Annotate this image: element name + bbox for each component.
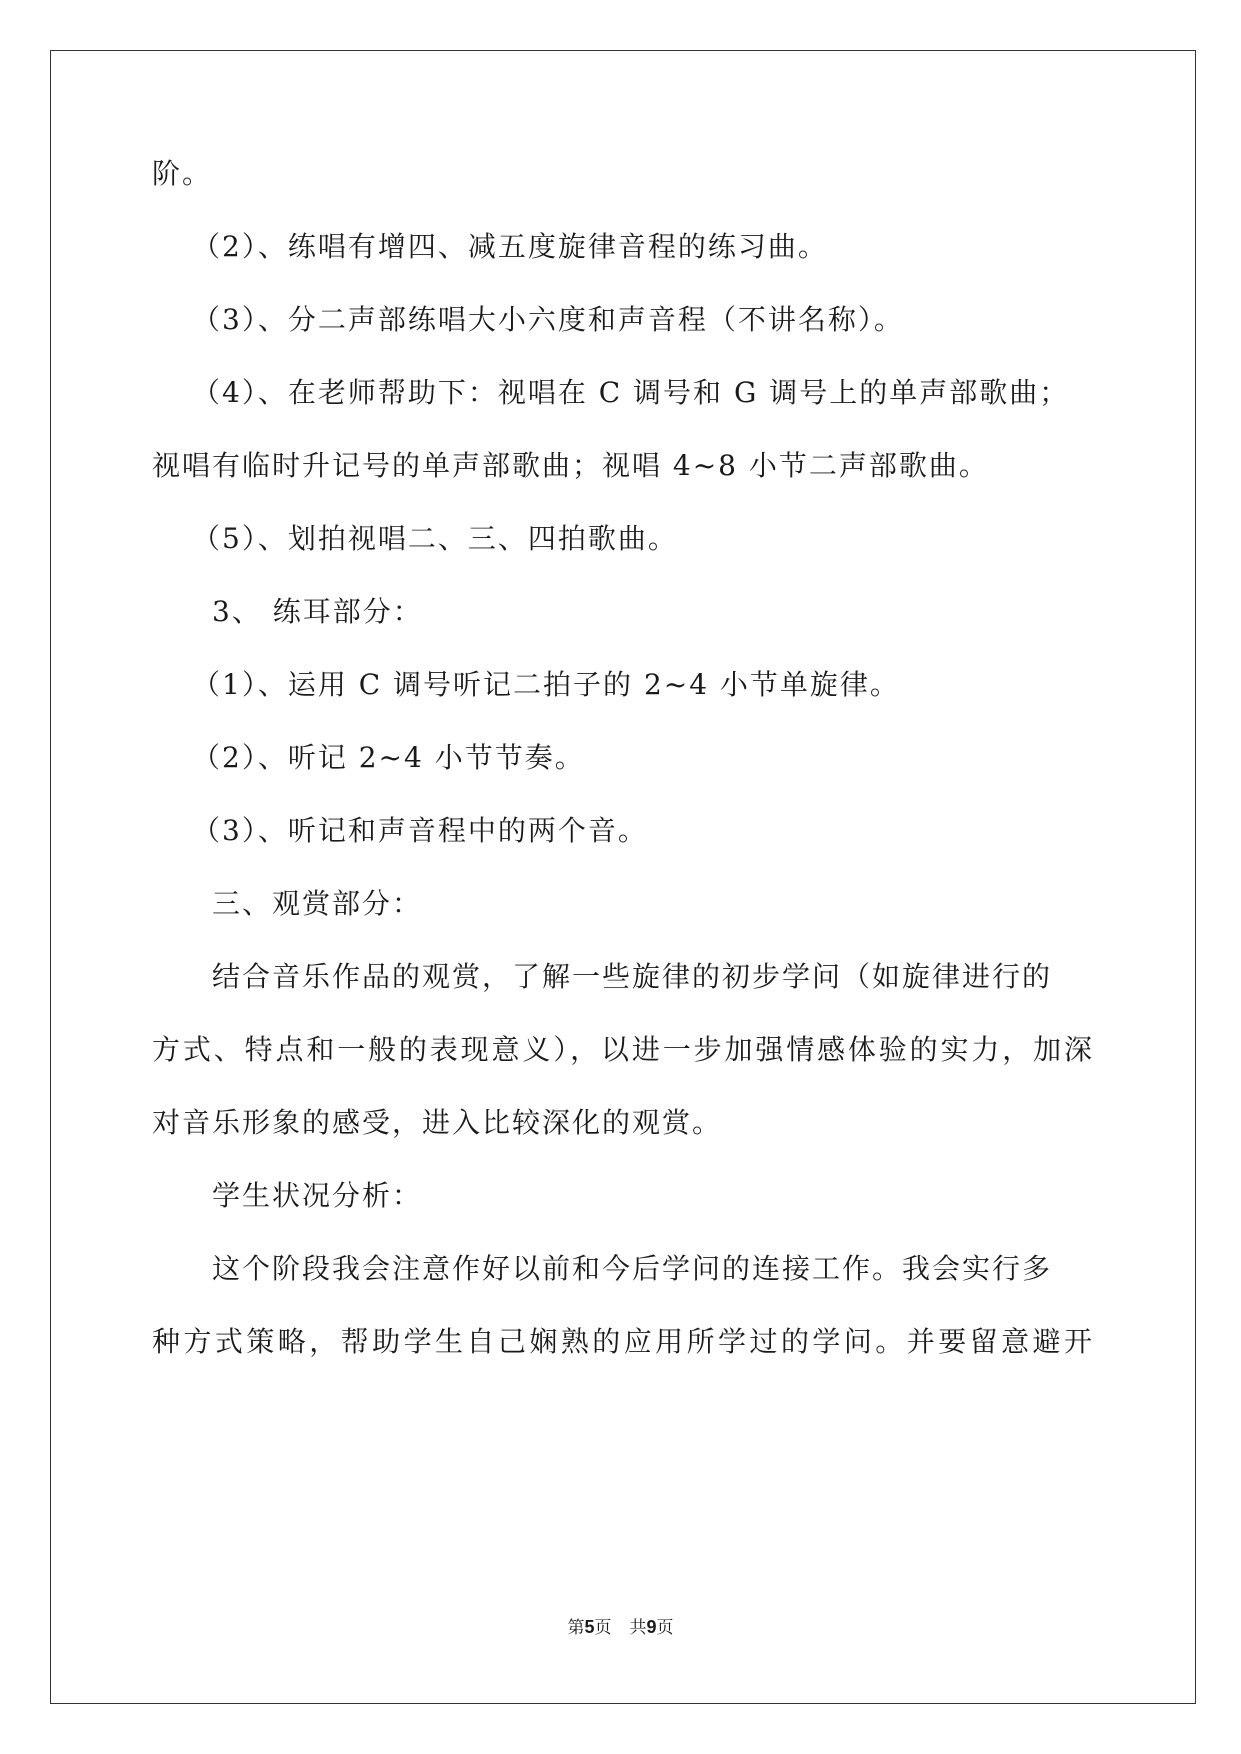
text-line: （3）、听记和声音程中的两个音。 xyxy=(192,814,648,847)
text-line: （2）、练唱有增四、减五度旋律音程的练习曲。 xyxy=(192,230,828,263)
text-line: 阶。 xyxy=(152,157,213,190)
total-page-number: 9 xyxy=(646,1617,657,1637)
section-heading: 学生状况分析： xyxy=(212,1179,423,1212)
text-line: （2）、听记 2~4 小节节奏。 xyxy=(192,741,585,774)
paragraph-line: 种方式策略，帮助学生自己娴熟的应用所学过的学问。并要留意避开 xyxy=(152,1325,1092,1358)
paragraph-line: 对音乐形象的感受，进入比较深化的观赏。 xyxy=(152,1106,723,1139)
text-line: 视唱有临时升记号的单声部歌曲；视唱 4~8 小节二声部歌曲。 xyxy=(152,449,989,482)
paragraph-line: 结合音乐作品的观赏，了解一些旋律的初步学问（如旋律进行的 xyxy=(212,960,1053,993)
section-heading: 三、观赏部分： xyxy=(212,887,423,920)
text-line: （5）、划拍视唱二、三、四拍歌曲。 xyxy=(192,522,678,555)
text-line: （1）、运用 C 调号听记二拍子的 2~4 小节单旋律。 xyxy=(192,668,900,701)
footer-total-prefix: 共 xyxy=(629,1618,647,1638)
paragraph-line: 方式、特点和一般的表现意义），以进一步加强情感体验的实力，加深 xyxy=(152,1033,1092,1066)
current-page-number: 5 xyxy=(584,1617,595,1637)
page-footer xyxy=(0,1616,1241,1639)
section-heading: 3、 练耳部分： xyxy=(212,595,423,628)
footer-total-suffix: 页 xyxy=(656,1618,674,1638)
text-line: （3）、分二声部练唱大小六度和声音程（不讲名称）。 xyxy=(192,303,904,336)
footer-page-suffix: 页 xyxy=(594,1618,612,1638)
text-line: （4）、在老师帮助下：视唱在 C 调号和 G 调号上的单声部歌曲； xyxy=(192,376,1070,409)
footer-prefix: 第 xyxy=(567,1618,585,1638)
page-border xyxy=(50,50,1196,1704)
paragraph-line: 这个阶段我会注意作好以前和今后学问的连接工作。我会实行多 xyxy=(212,1252,1053,1285)
